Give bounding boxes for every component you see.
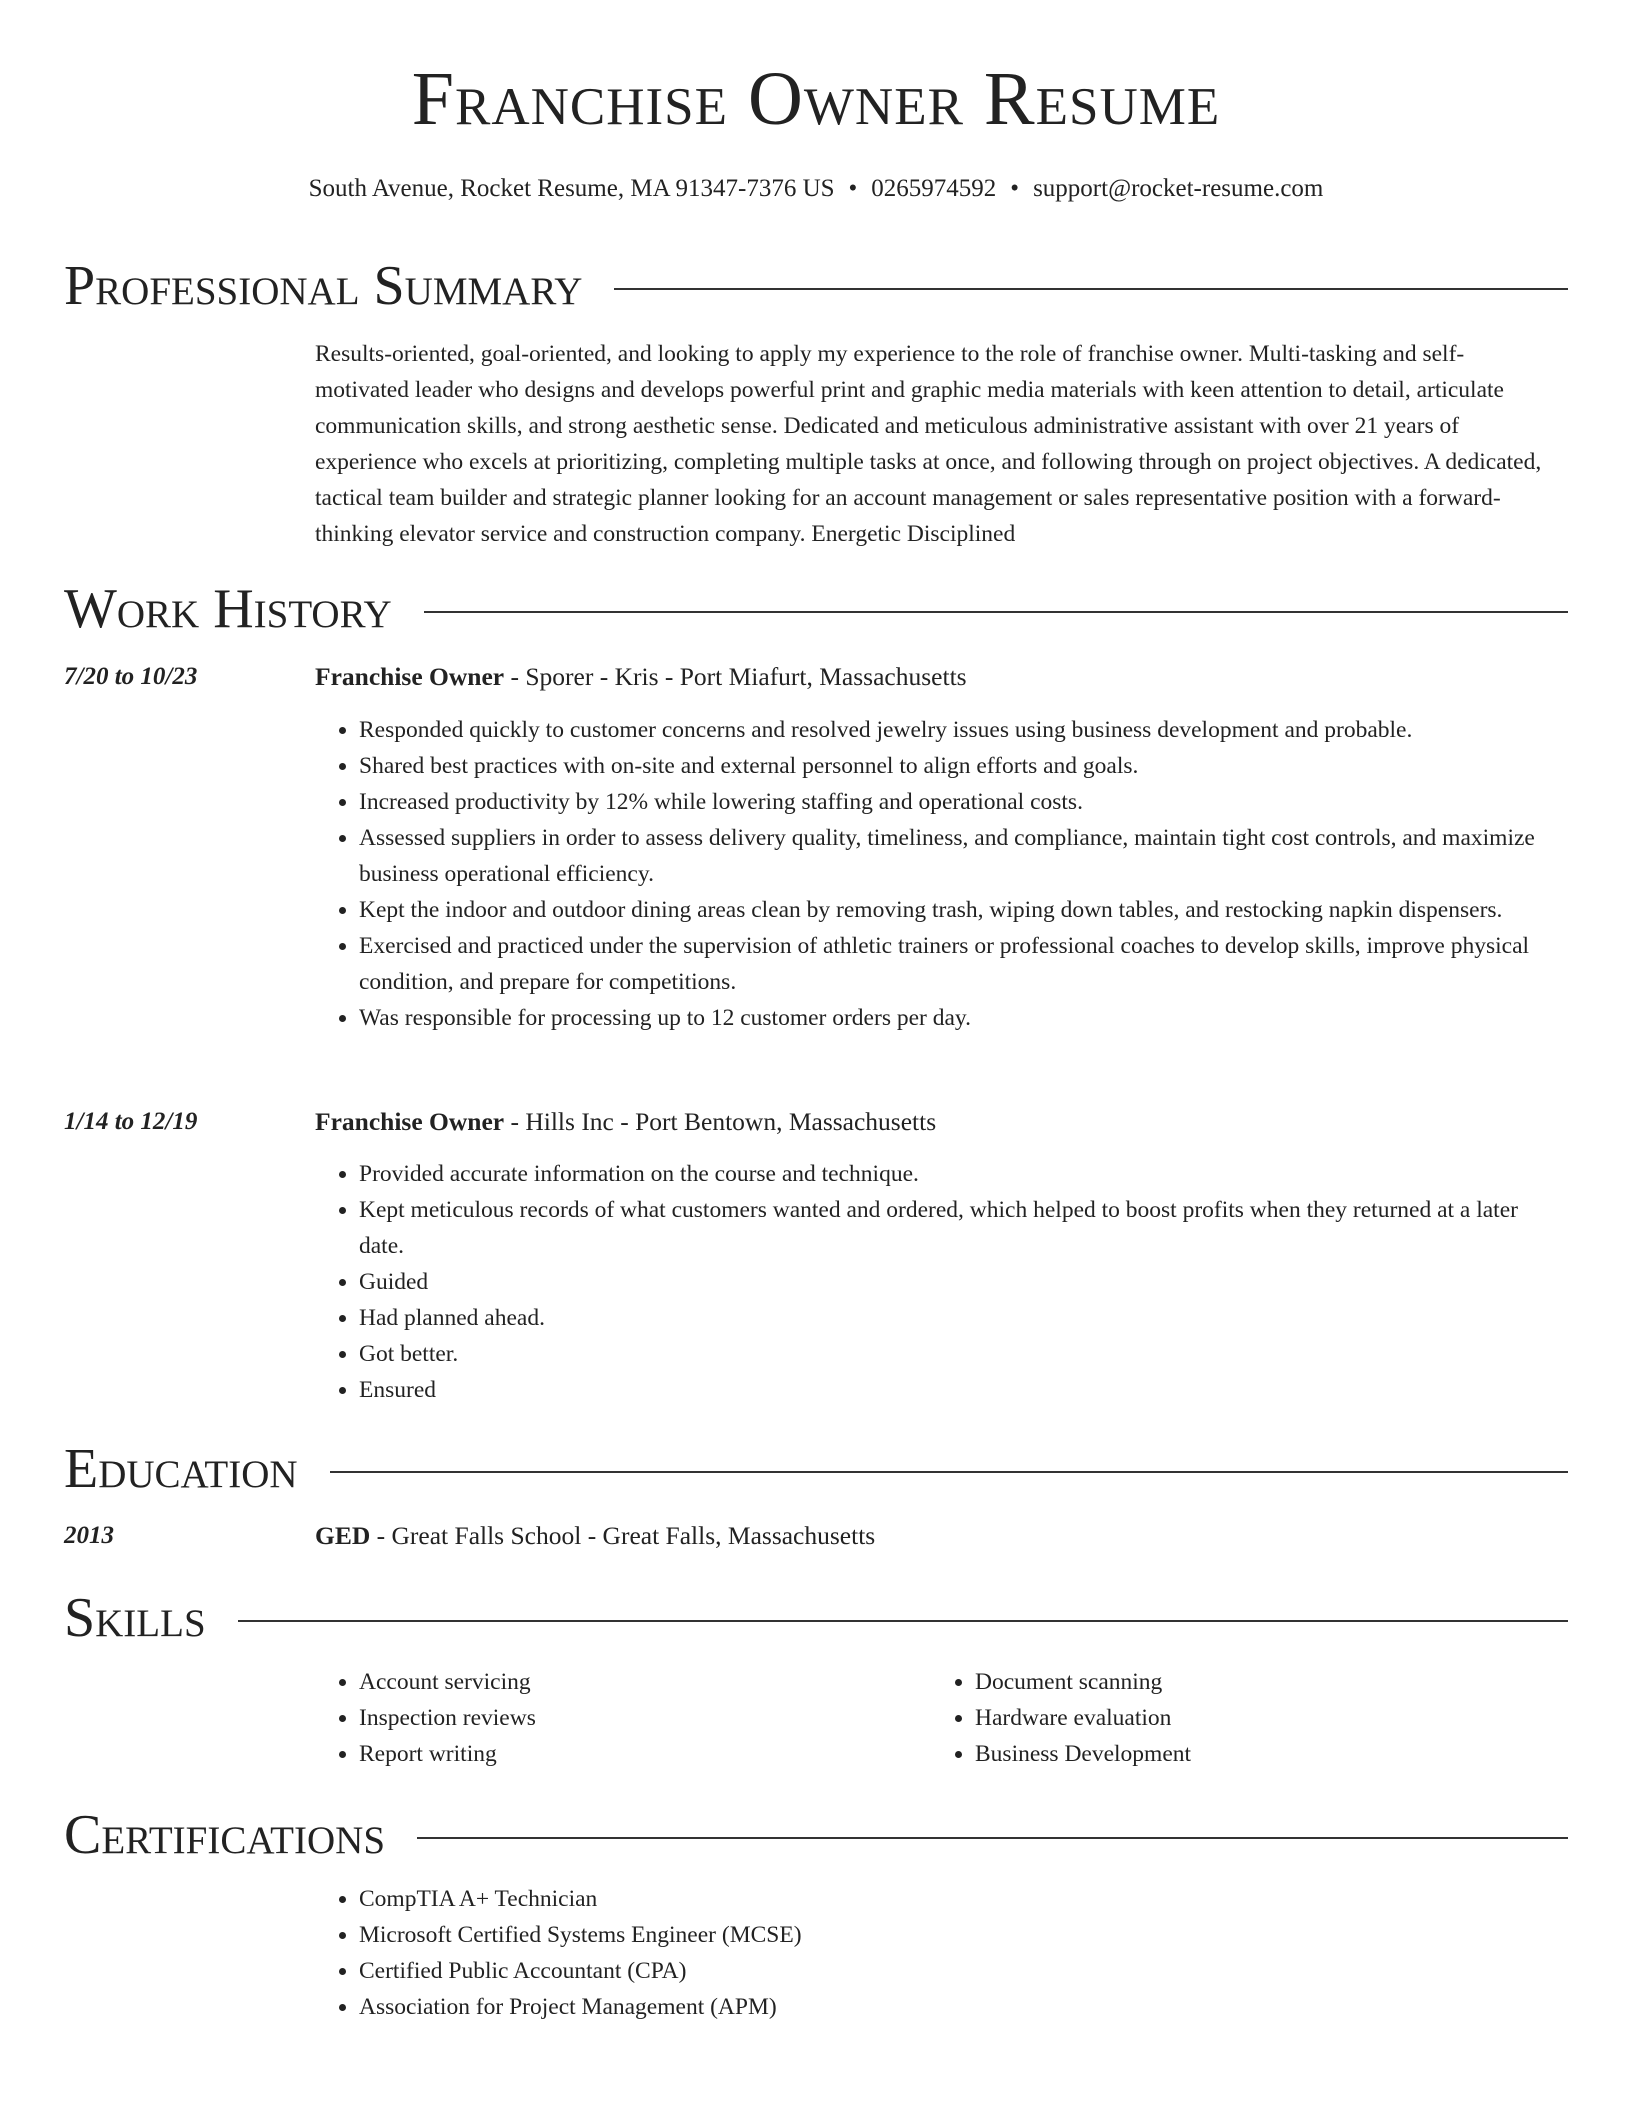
resume-title: Franchise Owner Resume [411, 57, 1221, 141]
certification-item: • Association for Project Management (APM) [359, 1989, 1555, 2025]
list-item: • Shared best practices with on-site and external personnel to align efforts and goals. [359, 748, 1555, 784]
list-item: • Provided accurate information on the course and technique. [359, 1156, 1555, 1192]
skills-list-left [315, 1664, 915, 1772]
skill-item: • Report writing [359, 1736, 915, 1772]
skill-item: • Document scanning [975, 1664, 1531, 1700]
job-dates: 1/14 to 12/19 [64, 1108, 198, 1135]
education-degree: GED [315, 1521, 371, 1550]
contact-separator: • [1010, 175, 1020, 202]
work-history-section-header [64, 578, 1568, 640]
list-item: • Assessed suppliers in order to assess delivery quality, timeliness, and compliance, maintain tight cost controls, and maximize business operational efficiency. [359, 820, 1555, 892]
list-item: • Guided [359, 1264, 1555, 1300]
job-title-line [315, 1107, 1555, 1138]
list-item: • Was responsible for processing up to 12 customer orders per day. [359, 1000, 1555, 1036]
education-details: - Great Falls School - Great Falls, Massachusetts [370, 1521, 876, 1550]
summary-text: Results-oriented, goal-oriented, and looking to apply my experience to the role of franchise owner. Multi-tasking and self-motivated leader who designs and develops powerful print and graphic media materials with keen attention to detail, articulate communication skills, and strong aesthetic sense. Dedicated and meticulous administrative assistant with over 21 years of experience who excels at prioritizing, completing multiple tasks at once, and following through on project objectives. A dedicated, tactical team builder and strategic planner looking for an account management or sales representative position with a forward-thinking elevator service and construction company. Energetic Disciplined [315, 341, 1542, 547]
job-role: Franchise Owner [315, 662, 505, 691]
education-line [315, 1521, 1555, 1552]
certifications-section-header [64, 1804, 1568, 1866]
certifications-heading: Certifications [64, 1804, 386, 1866]
skill-item: • Inspection reviews [359, 1700, 915, 1736]
skills-section-header [64, 1587, 1568, 1649]
contact-separator: • [848, 175, 858, 202]
skill-item: • Business Development [975, 1736, 1531, 1772]
certification-item: • Certified Public Accountant (CPA) [359, 1953, 1555, 1989]
work-history-heading: Work History [64, 578, 392, 640]
section-divider [417, 1837, 1568, 1839]
contact-address: South Avenue, Rocket Resume, MA 91347-7376 US [308, 175, 835, 202]
list-item: • Ensured [359, 1372, 1555, 1408]
section-divider [424, 611, 1568, 613]
certification-item: • Microsoft Certified Systems Engineer (MCSE) [359, 1917, 1555, 1953]
skills-heading: Skills [64, 1587, 206, 1649]
list-item: • Responded quickly to customer concerns and resolved jewelry issues using business development and probable. [359, 712, 1555, 748]
summary-section-header [64, 255, 1568, 317]
job-role: Franchise Owner [315, 1107, 505, 1136]
job-dates: 7/20 to 10/23 [64, 663, 198, 690]
education-heading: Education [64, 1438, 298, 1500]
skill-item: • Account servicing [359, 1664, 915, 1700]
job-details: - Hills Inc - Port Bentown, Massachusetts [504, 1107, 937, 1136]
contact-phone: 0265974592 [871, 175, 997, 202]
list-item: • Increased productivity by 12% while lowering staffing and operational costs. [359, 784, 1555, 820]
certifications-list [315, 1881, 1555, 2025]
job-title-line [315, 662, 1555, 693]
contact-email: support@rocket-resume.com [1033, 175, 1324, 202]
education-section-header [64, 1438, 1568, 1500]
section-divider [614, 288, 1568, 290]
job-details: - Sporer - Kris - Port Miafurt, Massachusetts [504, 662, 967, 691]
section-divider [238, 1620, 1568, 1622]
job-bullets [315, 712, 1555, 1036]
certification-item: • CompTIA A+ Technician [359, 1881, 1555, 1917]
skill-item: • Hardware evaluation [975, 1700, 1531, 1736]
section-divider [330, 1471, 1568, 1473]
list-item: • Exercised and practiced under the supervision of athletic trainers or professional coaches to develop skills, improve physical condition, and prepare for competitions. [359, 928, 1555, 1000]
job-bullets [315, 1156, 1555, 1408]
list-item: • Kept the indoor and outdoor dining areas clean by removing trash, wiping down tables, and restocking napkin dispensers. [359, 892, 1555, 928]
skills-list-right [931, 1664, 1531, 1772]
list-item: • Kept meticulous records of what customers wanted and ordered, which helped to boost profits when they returned at a later date. [359, 1192, 1555, 1264]
summary-heading: Professional Summary [64, 255, 583, 317]
contact-line [0, 174, 1632, 204]
list-item: • Got better. [359, 1336, 1555, 1372]
education-year: 2013 [64, 1522, 114, 1549]
list-item: • Had planned ahead. [359, 1300, 1555, 1336]
